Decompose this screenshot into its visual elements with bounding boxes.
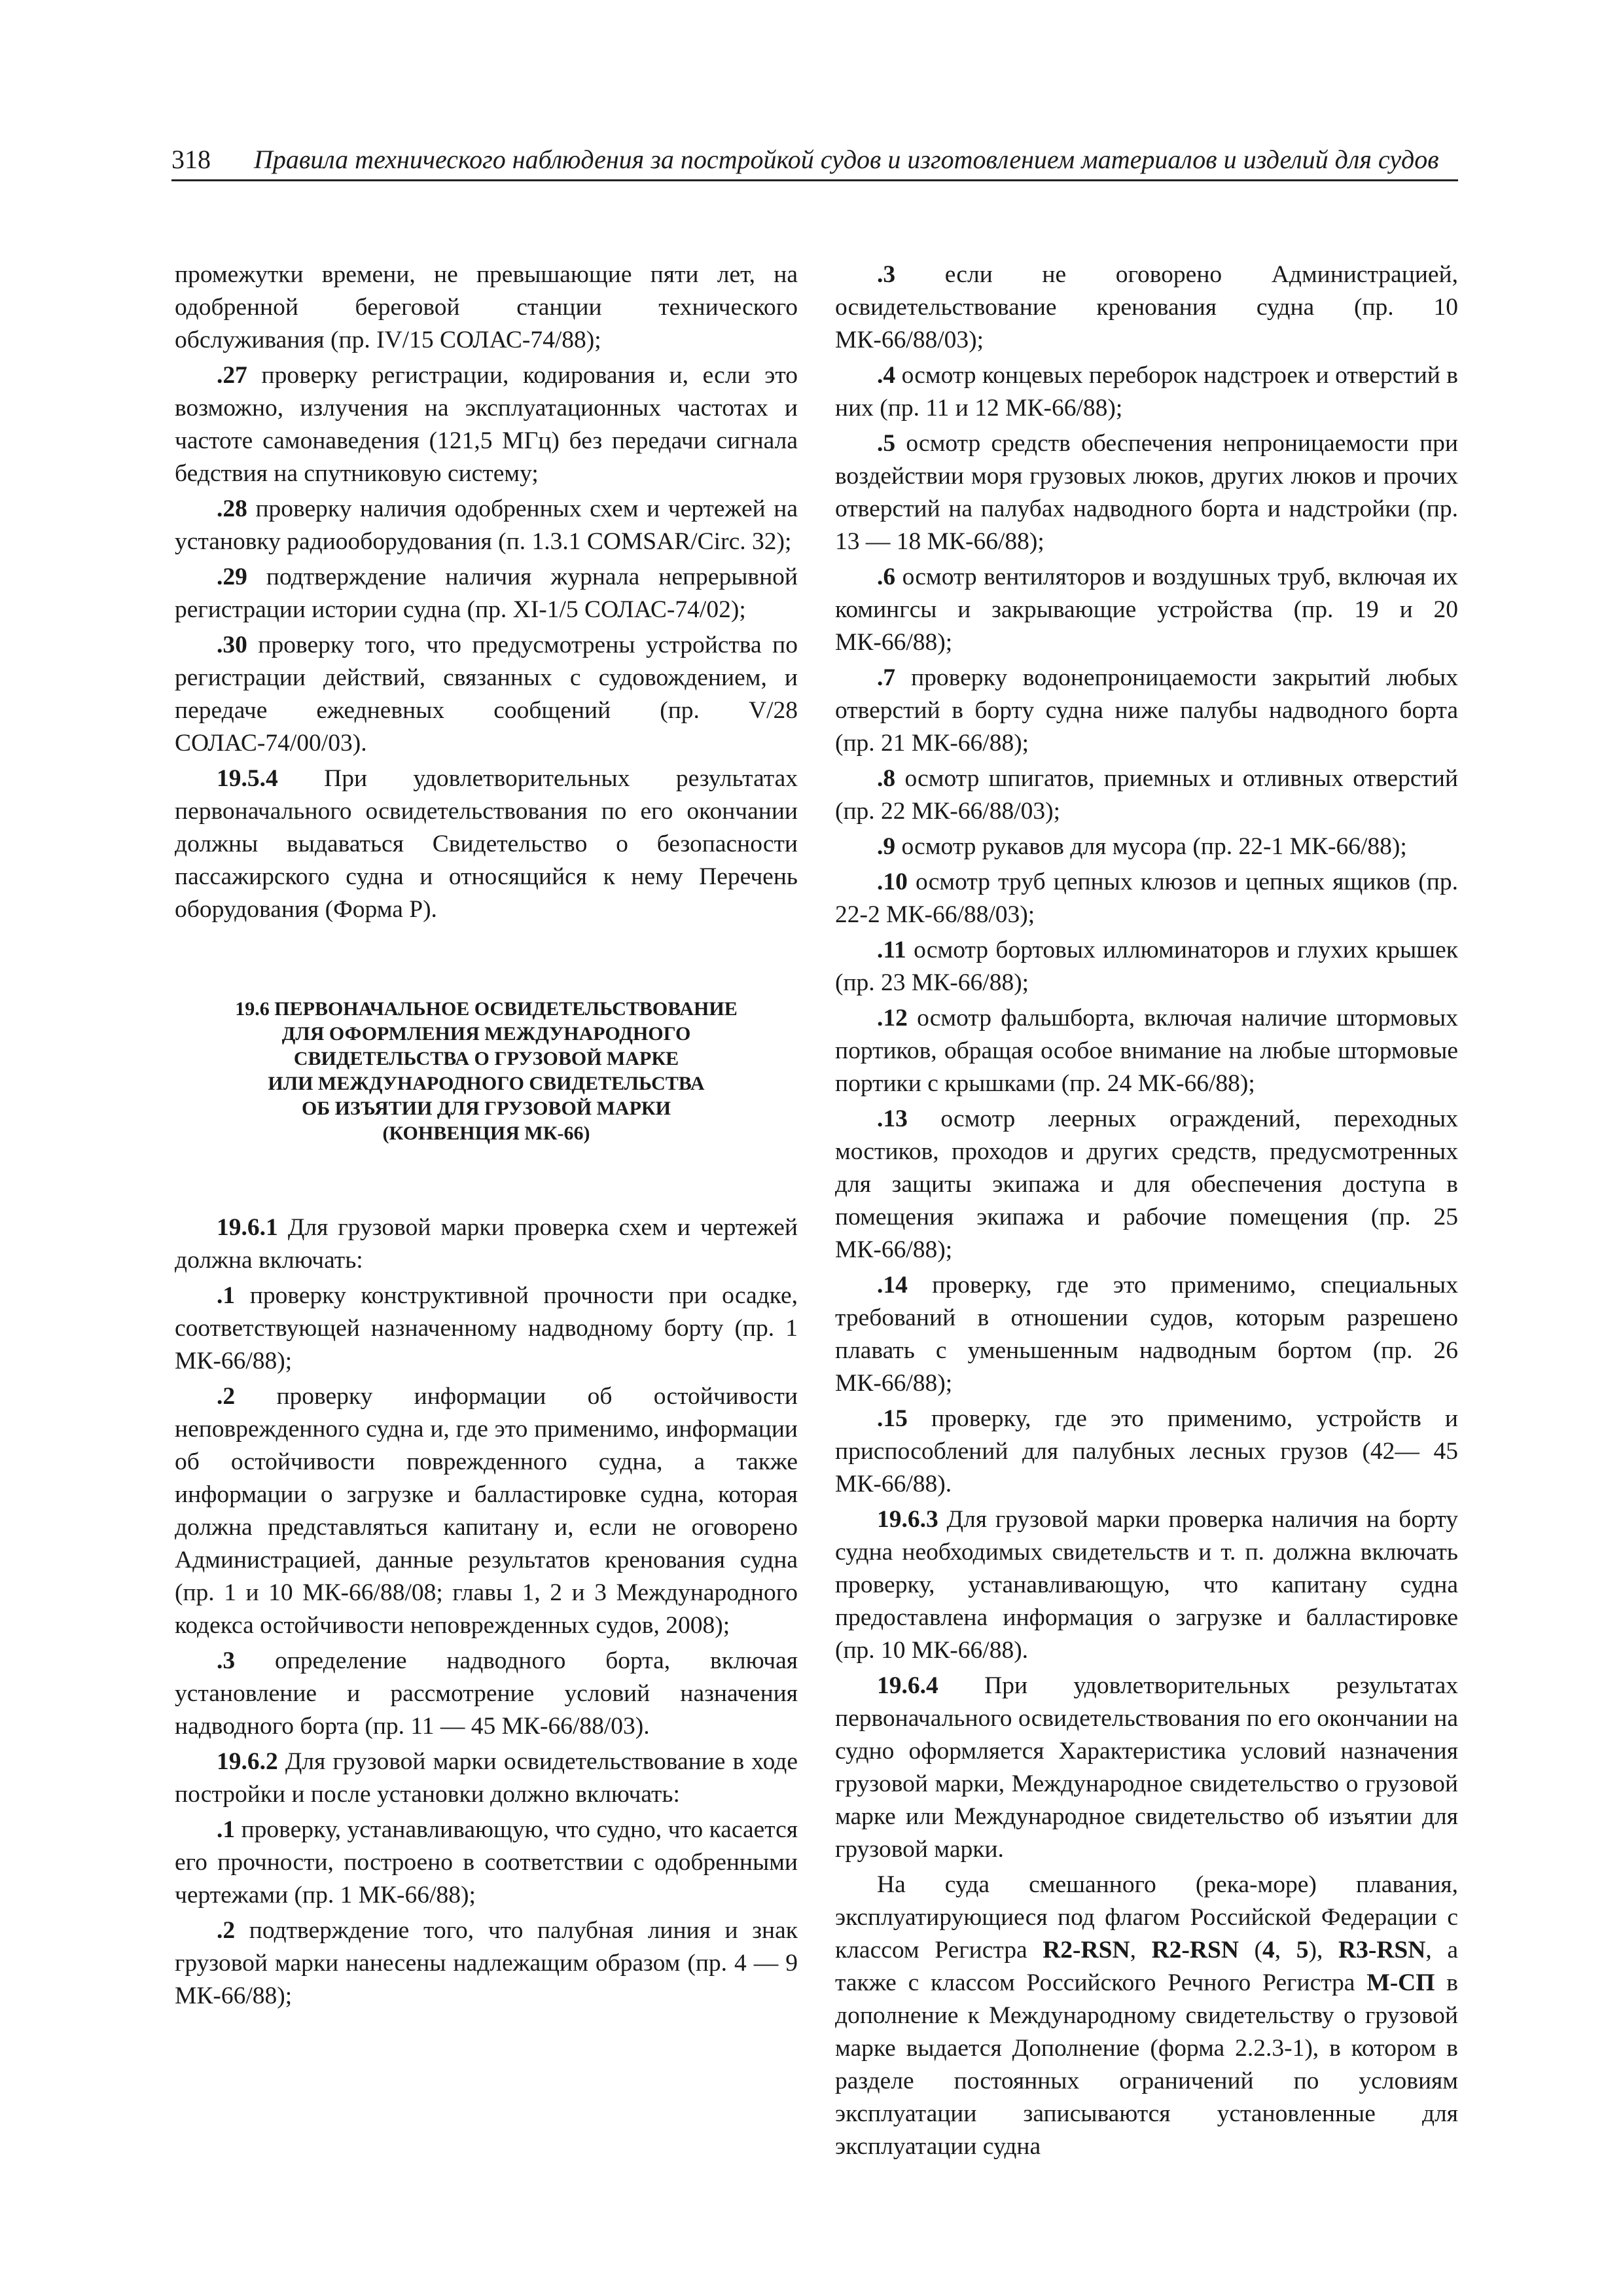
paragraph: .2 подтверждение того, что палубная линия и знак грузовой марки нанесены надлежащим образом (пр. 4 — 9 МК-66/88); <box>175 1917 798 2009</box>
paragraph: .1 проверку, устанавливающую, что судно, что касается его прочности, построено в соответствии с одобренными чертежами (пр. 1 МК-66/88); <box>175 1816 798 1909</box>
paragraph: 19.6.2 Для грузовой марки освидетельствование в ходе постройки и после установки должно включать: <box>175 1748 798 1808</box>
paragraph: .4 осмотр концевых переборок надстроек и отверстий в них (пр. 11 и 12 МК-66/88); <box>835 362 1458 422</box>
paragraph: .8 осмотр шпигатов, приемных и отливных отверстий (пр. 22 МК-66/88/03); <box>835 765 1458 825</box>
paragraph: .30 проверку того, что предусмотрены устройства по регистрации действий, связанных с судовождением, и передаче ежедневных сообщений (пр. V/28 СОЛАС-74/00/03). <box>175 632 798 757</box>
paragraph: .10 осмотр труб цепных клюзов и цепных ящиков (пр. 22-2 МК-66/88/03); <box>835 869 1458 928</box>
paragraph: .6 осмотр вентиляторов и воздушных труб, включая их комингсы и закрывающие устройства (пр. 19 и 20 МК-66/88); <box>835 564 1458 656</box>
paragraph: промежутки времени, не превышающие пяти лет, на одобренной береговой станции технического обслуживания (пр. IV/15 СОЛАС-74/88); <box>175 261 798 353</box>
paragraph: 19.6.3 Для грузовой марки проверка наличия на борту судна необходимых свидетельств и т. п. должна включать проверку, устанавливающую, что капитану судна предоставлена информация о загрузке и балластировке (пр. 10 МК-66/88). <box>835 1506 1458 1664</box>
right-column <box>835 259 1458 2166</box>
paragraph: .2 проверку информации об остойчивости неповрежденного судна и, где это применимо, информации об остойчивости поврежденного судна, а также информации о загрузке и балластировке судна, которая должна представляться капитану и, если не оговорено Администрацией, данные результатов кренования судна (пр. 1 и 10 МК-66/88/08; главы 1, 2 и 3 Международного кодекса остойчивости неповрежденных судов, 2008); <box>175 1383 798 1639</box>
paragraph: .12 осмотр фальшборта, включая наличие штормовых портиков, обращая особое внимание на любые штормовые портики с крышками (пр. 24 МК-66/88); <box>835 1005 1458 1097</box>
paragraph: 19.6.1 Для грузовой марки проверка схем и чертежей должна включать: <box>175 1214 798 1274</box>
paragraph: .15 проверку, где это применимо, устройств и приспособлений для палубных лесных грузов (42— 45 МК-66/88). <box>835 1405 1458 1498</box>
paragraph: .5 осмотр средств обеспечения непроницаемости при воздействии моря грузовых люков, других люков и прочих отверстий на палубах надводного борта и надстройки (пр. 13 — 18 МК-66/88); <box>835 430 1458 555</box>
paragraph: .28 проверку наличия одобренных схем и чертежей на установку радиооборудования (п. 1.3.1 COMSAR/Circ. 32); <box>175 495 798 555</box>
page-header <box>171 141 1458 181</box>
paragraph: .14 проверку, где это применимо, специальных требований в отношении судов, которым разрешено плавать с уменьшенным надводным бортом (пр. 26 МК-66/88); <box>835 1272 1458 1397</box>
running-title: Правила технического наблюдения за постройкой судов и изготовлением материалов и изделий для судов <box>254 145 1439 174</box>
left-column <box>175 259 798 2015</box>
paragraph: 19.5.4 При удовлетворительных результатах первоначального освидетельствования по его окончании должны выдаваться Свидетельство о безопасности пассажирского судна и относящийся к нему Перечень оборудования (Форма Р). <box>175 765 798 923</box>
paragraph: .7 проверку водонепроницаемости закрытий любых отверстий в борту судна ниже палубы надводного борта (пр. 21 МК-66/88); <box>835 664 1458 757</box>
paragraph: .3 определение надводного борта, включая установление и рассмотрение условий назначения надводного борта (пр. 11 — 45 МК-66/88/03). <box>175 1647 798 1740</box>
paragraph: .11 осмотр бортовых иллюминаторов и глухих крышек (пр. 23 МК-66/88); <box>835 937 1458 996</box>
paragraph: .29 подтверждение наличия журнала непрерывной регистрации истории судна (пр. XI-1/5 СОЛАС-74/02); <box>175 564 798 623</box>
paragraph: На суда смешанного (река-море) плавания, эксплуатирующиеся под флагом Российской Федерации с классом Регистра R2-RSN, R2-RSN (4, 5), R3-RSN, а также с классом Российского Речного Регистра М-СП в дополнение к Международному свидетельству о грузовой марке выдается Дополнение (форма 2.2.3-1), в котором в разделе постоянных ограничений по условиям эксплуатации записываются установленные для эксплуатации судна <box>835 1871 1458 2160</box>
paragraph: .13 осмотр леерных ограждений, переходных мостиков, проходов и других средств, предусмотренных для защиты экипажа и для обеспечения доступа в помещения экипажа и рабочие помещения (пр. 25 МК-66/88); <box>835 1105 1458 1263</box>
paragraph: .9 осмотр рукавов для мусора (пр. 22-1 МК-66/88); <box>877 833 1407 860</box>
page-number: 318 <box>171 145 211 174</box>
paragraph: .3 если не оговорено Администрацией, освидетельствование кренования судна (пр. 10 МК-66/88/03); <box>835 261 1458 353</box>
section-heading: 19.6 ПЕРВОНАЧАЛЬНОЕ ОСВИДЕТЕЛЬСТВОВАНИЕ ДЛЯ ОФОРМЛЕНИЯ МЕЖДУНАРОДНОГО СВИДЕТЕЛЬСТВА О ГРУЗОВОЙ МАРКЕ ИЛИ МЕЖДУНАРОДНОГО СВИДЕТЕЛЬСТВА ОБ ИЗЪЯТИИ ДЛЯ ГРУЗОВОЙ МАРКИ (КОНВЕНЦИЯ МК-66) <box>235 998 738 1144</box>
paragraph: .27 проверку регистрации, кодирования и, если это возможно, излучения на эксплуатационных частотах и частоте самонаведения (121,5 МГц) без передачи сигнала бедствия на спутниковую систему; <box>175 362 798 487</box>
paragraph: 19.6.4 При удовлетворительных результатах первоначального освидетельствования по его окончании на судно оформляется Характеристика условий назначения грузовой марки, Международное свидетельство о грузовой марке или Международное свидетельство об изъятии для грузовой марки. <box>835 1672 1458 1863</box>
paragraph: .1 проверку конструктивной прочности при осадке, соответствующей назначенному надводному борту (пр. 1 МК-66/88); <box>175 1282 798 1374</box>
